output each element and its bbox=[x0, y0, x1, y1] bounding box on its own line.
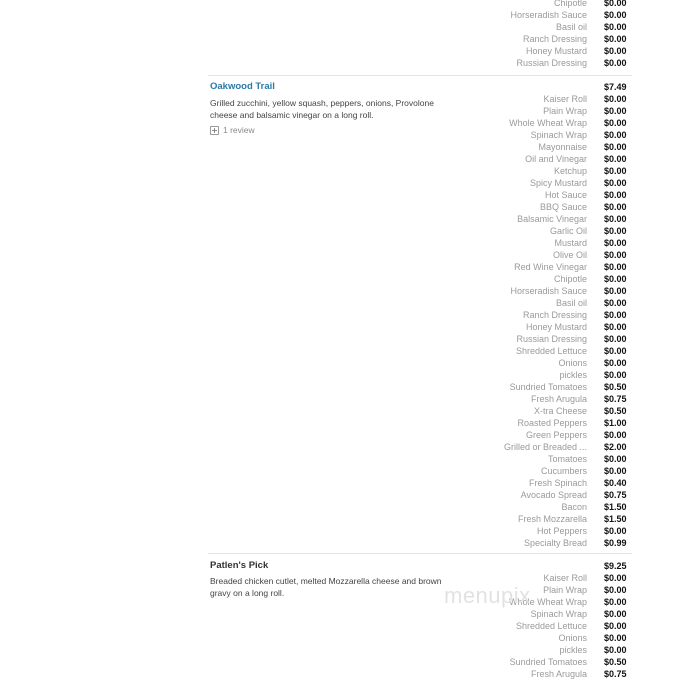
option-row[interactable] bbox=[208, 429, 632, 441]
option-row[interactable] bbox=[208, 584, 632, 596]
option-label: Chipotle bbox=[553, 0, 587, 8]
option-label: Fresh Arugula bbox=[530, 394, 587, 404]
option-label: Mayonnaise bbox=[538, 142, 587, 152]
option-price: $0.00 bbox=[604, 621, 627, 631]
option-price: $1.50 bbox=[604, 514, 627, 524]
option-price: $1.50 bbox=[604, 502, 627, 512]
previous-item-options bbox=[208, 0, 632, 69]
option-row[interactable] bbox=[208, 273, 632, 285]
option-label: Plain Wrap bbox=[543, 585, 587, 595]
option-label: Ketchup bbox=[553, 166, 587, 176]
option-price: $0.99 bbox=[604, 538, 627, 548]
option-label: Spinach Wrap bbox=[530, 130, 587, 140]
option-row[interactable] bbox=[208, 309, 632, 321]
option-row[interactable] bbox=[208, 177, 632, 189]
option-price: $0.00 bbox=[604, 454, 627, 464]
option-label: Oil and Vinegar bbox=[525, 154, 587, 164]
option-row[interactable] bbox=[208, 489, 632, 501]
option-label: Grilled or Breaded ... bbox=[503, 442, 587, 452]
option-row[interactable] bbox=[208, 21, 632, 33]
option-label: Hot Sauce bbox=[544, 190, 587, 200]
option-label: Hot Peppers bbox=[536, 526, 587, 536]
option-row[interactable] bbox=[208, 656, 632, 668]
option-price: $0.00 bbox=[604, 22, 627, 32]
option-label: Shredded Lettuce bbox=[515, 621, 587, 631]
option-label: Spicy Mustard bbox=[529, 178, 587, 188]
item-divider bbox=[208, 75, 632, 76]
option-row[interactable] bbox=[208, 537, 632, 549]
item-description: Breaded chicken cutlet, melted Mozzarella cheese and brown gravy on a long roll. bbox=[210, 576, 442, 598]
option-row[interactable] bbox=[208, 644, 632, 656]
option-price: $0.00 bbox=[604, 10, 627, 20]
option-row[interactable] bbox=[208, 153, 632, 165]
option-row[interactable] bbox=[208, 393, 632, 405]
option-price: $0.75 bbox=[604, 394, 627, 404]
item-price: $9.25 bbox=[604, 561, 627, 571]
option-row[interactable] bbox=[208, 105, 632, 117]
option-row[interactable] bbox=[208, 141, 632, 153]
option-row[interactable] bbox=[208, 381, 632, 393]
option-row[interactable] bbox=[208, 668, 632, 680]
option-row[interactable] bbox=[208, 249, 632, 261]
option-label: Kaiser Roll bbox=[543, 94, 587, 104]
item-price: $7.49 bbox=[604, 82, 627, 92]
option-price: $0.00 bbox=[604, 526, 627, 536]
option-price: $0.00 bbox=[604, 166, 627, 176]
option-label: Spinach Wrap bbox=[530, 609, 587, 619]
option-row[interactable] bbox=[208, 189, 632, 201]
option-label: Horseradish Sauce bbox=[510, 286, 587, 296]
option-price: $0.00 bbox=[604, 466, 627, 476]
option-row[interactable] bbox=[208, 165, 632, 177]
option-price: $1.00 bbox=[604, 418, 627, 428]
option-row[interactable] bbox=[208, 213, 632, 225]
option-price: $0.00 bbox=[604, 334, 627, 344]
option-label: pickles bbox=[559, 645, 587, 655]
option-label: Plain Wrap bbox=[543, 106, 587, 116]
watermark-logo: menupix bbox=[444, 583, 531, 608]
option-row[interactable] bbox=[208, 237, 632, 249]
option-label: pickles bbox=[559, 370, 587, 380]
option-label: Cucumbers bbox=[540, 466, 587, 476]
option-label: Fresh Spinach bbox=[528, 478, 587, 488]
item-description: Grilled zucchini, yellow squash, peppers, onions, Provolone cheese and balsamic vinegar on a long roll. bbox=[210, 98, 434, 120]
option-row[interactable] bbox=[208, 453, 632, 465]
option-label: Mustard bbox=[554, 238, 587, 248]
option-row[interactable] bbox=[208, 117, 632, 129]
option-row[interactable] bbox=[208, 572, 632, 584]
option-label: Shredded Lettuce bbox=[515, 346, 587, 356]
option-price: $0.00 bbox=[604, 142, 627, 152]
option-price: $2.00 bbox=[604, 442, 627, 452]
option-label: Garlic Oil bbox=[549, 226, 587, 236]
option-row[interactable] bbox=[208, 261, 632, 273]
option-row[interactable] bbox=[208, 525, 632, 537]
option-label: Green Peppers bbox=[525, 430, 587, 440]
option-price: $0.40 bbox=[604, 478, 627, 488]
option-label: Red Wine Vinegar bbox=[514, 262, 587, 272]
option-price: $0.00 bbox=[604, 238, 627, 248]
option-row[interactable] bbox=[208, 0, 632, 9]
option-label: Honey Mustard bbox=[525, 322, 587, 332]
option-row[interactable] bbox=[208, 345, 632, 357]
menu-item-patlens-pick bbox=[208, 559, 632, 684]
option-label: Basil oil bbox=[555, 298, 587, 308]
option-label: Onions bbox=[558, 358, 587, 368]
option-price: $0.00 bbox=[604, 118, 627, 128]
option-row[interactable] bbox=[208, 45, 632, 57]
option-price: $0.00 bbox=[604, 298, 627, 308]
option-row[interactable] bbox=[208, 477, 632, 489]
option-label: Honey Mustard bbox=[525, 46, 587, 56]
option-label: Balsamic Vinegar bbox=[517, 214, 587, 224]
option-price: $0.00 bbox=[604, 214, 627, 224]
option-price: $0.00 bbox=[604, 202, 627, 212]
option-label: Fresh Mozzarella bbox=[517, 514, 587, 524]
option-label: BBQ Sauce bbox=[539, 202, 587, 212]
item-title[interactable]: Oakwood Trail bbox=[210, 81, 275, 92]
option-price: $0.00 bbox=[604, 633, 627, 643]
review-count[interactable]: 1 review bbox=[223, 125, 255, 135]
option-price: $0.00 bbox=[604, 597, 627, 607]
option-price: $0.75 bbox=[604, 490, 627, 500]
option-price: $0.50 bbox=[604, 382, 627, 392]
option-label: Roasted Peppers bbox=[517, 418, 587, 428]
option-row[interactable] bbox=[208, 513, 632, 525]
option-row[interactable] bbox=[208, 608, 632, 620]
option-price: $0.00 bbox=[604, 46, 627, 56]
option-price: $0.00 bbox=[604, 154, 627, 164]
option-row[interactable] bbox=[208, 285, 632, 297]
option-price: $0.00 bbox=[604, 609, 627, 619]
option-label: Olive Oil bbox=[552, 250, 587, 260]
option-label: Bacon bbox=[561, 502, 587, 512]
option-row[interactable] bbox=[208, 501, 632, 513]
option-price: $0.00 bbox=[604, 310, 627, 320]
option-price: $0.00 bbox=[604, 58, 627, 68]
option-row[interactable] bbox=[208, 620, 632, 632]
option-label: Kaiser Roll bbox=[543, 573, 587, 583]
option-label: Whole Wheat Wrap bbox=[509, 597, 587, 607]
option-label: Specialty Bread bbox=[523, 538, 587, 548]
option-price: $0.00 bbox=[604, 322, 627, 332]
option-row[interactable] bbox=[208, 632, 632, 644]
option-row[interactable] bbox=[208, 596, 632, 608]
option-price: $0.00 bbox=[604, 274, 627, 284]
option-label: Sundried Tomatoes bbox=[509, 657, 587, 667]
item-title[interactable]: Patlen's Pick bbox=[210, 560, 269, 571]
option-price: $0.00 bbox=[604, 106, 627, 116]
option-row[interactable] bbox=[208, 93, 632, 105]
option-row[interactable] bbox=[208, 405, 632, 417]
option-label: X-tra Cheese bbox=[533, 406, 587, 416]
option-price: $0.00 bbox=[604, 130, 627, 140]
option-row[interactable] bbox=[208, 225, 632, 237]
option-row[interactable] bbox=[208, 333, 632, 345]
option-row[interactable] bbox=[208, 321, 632, 333]
item-divider bbox=[208, 553, 632, 554]
option-label: Horseradish Sauce bbox=[510, 10, 587, 20]
option-price: $0.75 bbox=[604, 669, 627, 679]
option-row[interactable] bbox=[208, 201, 632, 213]
option-row[interactable] bbox=[208, 297, 632, 309]
option-price: $0.00 bbox=[604, 178, 627, 188]
option-label: Ranch Dressing bbox=[522, 310, 587, 320]
option-row[interactable] bbox=[208, 417, 632, 429]
option-price: $0.00 bbox=[604, 573, 627, 583]
option-price: $0.00 bbox=[604, 226, 627, 236]
option-label: Ranch Dressing bbox=[522, 34, 587, 44]
option-price: $0.00 bbox=[604, 94, 627, 104]
option-price: $0.00 bbox=[604, 645, 627, 655]
option-label: Onions bbox=[558, 633, 587, 643]
option-label: Tomatoes bbox=[547, 454, 587, 464]
option-price: $0.00 bbox=[604, 0, 627, 8]
option-price: $0.50 bbox=[604, 657, 627, 667]
option-label: Fresh Arugula bbox=[530, 669, 587, 679]
option-price: $0.00 bbox=[604, 430, 627, 440]
option-row[interactable] bbox=[208, 369, 632, 381]
option-price: $0.00 bbox=[604, 585, 627, 595]
option-price: $0.00 bbox=[604, 250, 627, 260]
option-label: Chipotle bbox=[553, 274, 587, 284]
item-options bbox=[208, 93, 632, 549]
option-label: Sundried Tomatoes bbox=[509, 382, 587, 392]
option-row[interactable] bbox=[208, 357, 632, 369]
option-price: $0.50 bbox=[604, 406, 627, 416]
option-row[interactable] bbox=[208, 465, 632, 477]
option-label: Russian Dressing bbox=[516, 334, 587, 344]
option-price: $0.00 bbox=[604, 190, 627, 200]
option-row[interactable] bbox=[208, 33, 632, 45]
option-price: $0.00 bbox=[604, 346, 627, 356]
option-price: $0.00 bbox=[604, 262, 627, 272]
option-row[interactable] bbox=[208, 441, 632, 453]
menu-item-oakwood-trail bbox=[208, 80, 632, 550]
option-row[interactable] bbox=[208, 57, 632, 69]
option-row[interactable] bbox=[208, 9, 632, 21]
item-options bbox=[208, 572, 632, 680]
option-label: Basil oil bbox=[555, 22, 587, 32]
option-label: Avocado Spread bbox=[520, 490, 587, 500]
option-price: $0.00 bbox=[604, 34, 627, 44]
option-label: Russian Dressing bbox=[516, 58, 587, 68]
option-price: $0.00 bbox=[604, 370, 627, 380]
option-row[interactable] bbox=[208, 129, 632, 141]
option-label: Whole Wheat Wrap bbox=[509, 118, 587, 128]
option-price: $0.00 bbox=[604, 358, 627, 368]
option-price: $0.00 bbox=[604, 286, 627, 296]
